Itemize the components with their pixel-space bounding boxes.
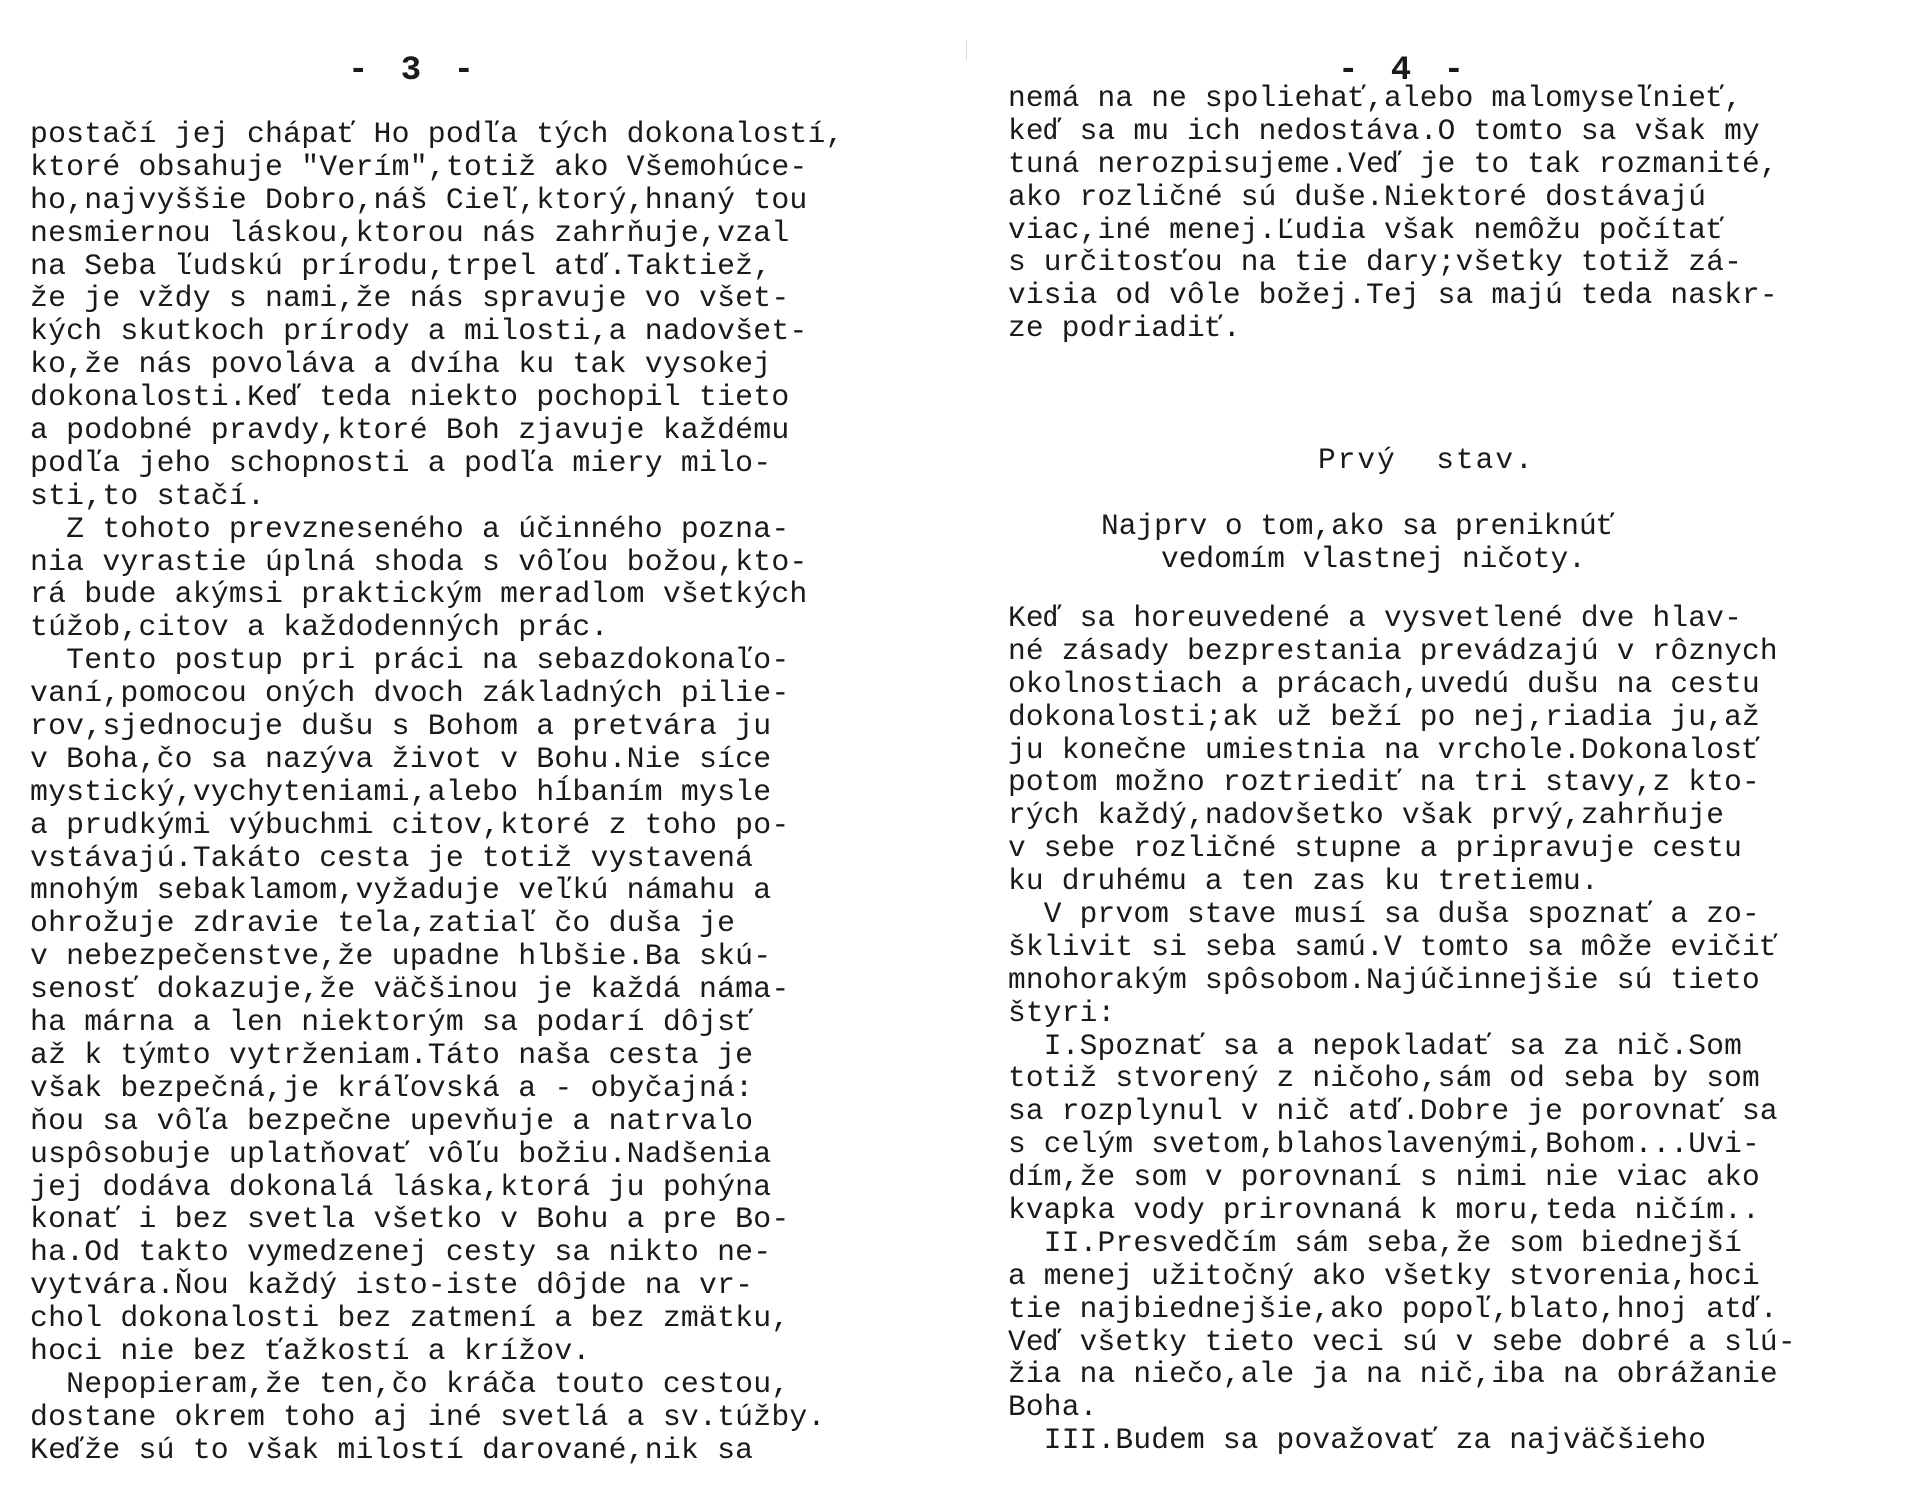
text-line: mnohým sebaklamom,vyžaduje veľkú námahu a bbox=[30, 873, 772, 908]
text-line: ho,najvyššie Dobro,náš Cieľ,ktorý,hnaný tou bbox=[30, 182, 808, 217]
text-line: ku druhému a ten zas ku tretiemu. bbox=[1008, 864, 1599, 899]
text-line: rov,sjednocuje dušu s Bohom a pretvára ju bbox=[30, 709, 772, 744]
left-body-text bbox=[30, 118, 844, 1467]
section-subtitle-line-1: Najprv o tom,ako sa preniknúť bbox=[1101, 509, 1615, 543]
text-line: a prudkými výbuchmi citov,ktoré z toho po- bbox=[30, 807, 790, 842]
text-line: keď sa mu ich nedostáva.O tomto sa však my bbox=[1008, 113, 1760, 148]
text-line: dokonalosti.Keď teda niekto pochopil tieto bbox=[30, 380, 790, 415]
text-line: ju konečne umiestnia na vrchole.Dokonalosť bbox=[1008, 732, 1760, 767]
text-line: dostane okrem toho aj iné svetlá a sv.túžby. bbox=[30, 1399, 826, 1434]
text-line: sa rozplynul v nič atď.Dobre je porovnať sa bbox=[1008, 1094, 1778, 1129]
right-body-text-bottom bbox=[1008, 602, 1796, 1457]
text-line: a podobné pravdy,ktoré Boh zjavuje každému bbox=[30, 413, 790, 448]
text-line: sti,to stačí. bbox=[30, 478, 266, 513]
text-line: I.Spoznať sa a nepokladať sa za nič.Som bbox=[1008, 1028, 1743, 1063]
text-line: že je vždy s nami,že nás spravuje vo všet- bbox=[30, 281, 790, 316]
text-line: uspôsobuje uplatňovať vôľu božiu.Nadšenia bbox=[30, 1136, 772, 1171]
text-line: mystický,vychyteniami,alebo hĺbaním mysle bbox=[30, 774, 772, 809]
text-line: né zásady bezprestania prevádzajú v rôznych bbox=[1008, 633, 1778, 668]
text-line: chol dokonalosti bez zatmení a bez zmätku, bbox=[30, 1301, 790, 1336]
text-line: potom možno roztriediť na tri stavy,z kto- bbox=[1008, 765, 1760, 800]
text-line: Tento postup pri práci na sebazdokonaľo- bbox=[30, 643, 790, 678]
text-line: III.Budem sa považovať za najväčšieho bbox=[1008, 1423, 1707, 1458]
text-line: rých každý,nadovšetko však prvý,zahrňuje bbox=[1008, 798, 1725, 833]
text-line: totiž stvorený z ničoho,sám od seba by som bbox=[1008, 1061, 1760, 1096]
text-line: mnohorakým spôsobom.Najúčinnejšie sú tieto bbox=[1008, 962, 1760, 997]
text-line: II.Presvedčím sám seba,že som biednejší bbox=[1008, 1225, 1743, 1260]
text-line: a menej užitočný ako všetky stvorenia,hoci bbox=[1008, 1258, 1760, 1293]
text-line: ha márna a len niektorým sa podarí dôjsť bbox=[30, 1005, 754, 1040]
text-line: v nebezpečenstve,že upadne hlbšie.Ba skú- bbox=[30, 939, 772, 974]
text-line: senosť dokazuje,že väčšinou je každá náma- bbox=[30, 972, 790, 1007]
text-line: ňou sa vôľa bezpečne upevňuje a natrvalo bbox=[30, 1103, 754, 1138]
text-line: ohrožuje zdravie tela,zatiaľ čo duša je bbox=[30, 906, 736, 941]
text-line: štyri: bbox=[1008, 995, 1116, 1030]
text-line: nesmiernou láskou,ktorou nás zahrňuje,vzal bbox=[30, 215, 790, 250]
text-line: šklivit si seba samú.V tomto sa môže evičiť bbox=[1008, 929, 1778, 964]
text-line: jej dodáva dokonalá láska,ktorá ju pohýna bbox=[30, 1169, 772, 1204]
text-line: ha.Od takto vymedzenej cesty sa nikto ne- bbox=[30, 1235, 772, 1270]
page-number-left: - 3 - bbox=[348, 52, 481, 90]
text-line: s celým svetom,blahoslavenými,Bohom...Uvi- bbox=[1008, 1127, 1760, 1162]
text-line: kých skutkoch prírody a milosti,a nadovšet- bbox=[30, 314, 808, 349]
text-line: tie najbiednejšie,ako popoľ,blato,hnoj atď. bbox=[1008, 1291, 1778, 1326]
text-line: ktoré obsahuje "Verím",totiž ako Všemohúce- bbox=[30, 149, 808, 184]
text-line: podľa jeho schopnosti a podľa miery milo- bbox=[30, 445, 772, 480]
page-number-right: - 4 - bbox=[1338, 52, 1471, 90]
text-line: rá bude akýmsi praktickým meradlom všetkých bbox=[30, 577, 808, 612]
text-line: vaní,pomocou oných dvoch základných pilie- bbox=[30, 676, 790, 711]
right-body-text-top bbox=[1008, 82, 1778, 345]
text-line: v Boha,čo sa nazýva život v Bohu.Nie síce bbox=[30, 741, 772, 776]
text-line: kvapka vody prirovnaná k moru,teda ničím.. bbox=[1008, 1193, 1760, 1228]
text-line: viac,iné menej.Ľudia však nemôžu počítať bbox=[1008, 212, 1725, 247]
text-line: ko,že nás povoláva a dvíha ku tak vysokej bbox=[30, 347, 772, 382]
text-line: V prvom stave musí sa duša spoznať a zo- bbox=[1008, 897, 1760, 932]
text-line: s určitosťou na tie dary;všetky totiž zá- bbox=[1008, 245, 1743, 280]
text-line: ako rozličné sú duše.Niektoré dostávajú bbox=[1008, 179, 1707, 214]
text-line: Keď sa horeuvedené a vysvetlené dve hlav- bbox=[1008, 601, 1743, 635]
text-line: žia na niečo,ale ja na nič,iba na obrážanie bbox=[1008, 1357, 1778, 1392]
text-line: v sebe rozličné stupne a pripravuje cestu bbox=[1008, 831, 1743, 866]
text-line: až k týmto vytrženiam.Táto naša cesta je bbox=[30, 1037, 754, 1072]
right-page bbox=[966, 0, 1932, 1500]
text-line: dím,že som v porovnaní s nimi nie viac ako bbox=[1008, 1160, 1760, 1195]
text-line: tuná nerozpisujeme.Veď je to tak rozmanité, bbox=[1008, 146, 1778, 181]
text-line: Keďže sú to však milostí darované,nik sa bbox=[30, 1432, 754, 1467]
text-line: ze podriadiť. bbox=[1008, 311, 1241, 346]
section-subtitle-line-2: vedomím vlastnej ničoty. bbox=[1161, 542, 1586, 576]
text-line: nia vyrastie úplná shoda s vôľou božou,kto- bbox=[30, 544, 808, 579]
text-line: Boha. bbox=[1008, 1390, 1098, 1425]
text-line: postačí jej chápať Ho podľa tých dokonalostí, bbox=[30, 117, 844, 151]
text-line: vytvára.Ňou každý isto-iste dôjde na vr- bbox=[30, 1268, 754, 1303]
text-line: nemá na ne spoliehať,alebo malomyseľnieť, bbox=[1008, 81, 1743, 115]
text-line: vstávajú.Takáto cesta je totiž vystavená bbox=[30, 840, 754, 875]
text-line: Nepopieram,že ten,čo kráča touto cestou, bbox=[30, 1366, 790, 1401]
text-line: Veď všetky tieto veci sú v sebe dobré a slú- bbox=[1008, 1324, 1796, 1359]
text-line: visia od vôle božej.Tej sa majú teda naskr- bbox=[1008, 278, 1778, 313]
text-line: hoci nie bez ťažkostí a krížov. bbox=[30, 1333, 591, 1368]
text-line: na Seba ľudskú prírodu,trpel atď.Taktiež, bbox=[30, 248, 772, 283]
text-line: túžob,citov a každodenných prác. bbox=[30, 610, 609, 645]
section-title: Prvý stav. bbox=[1318, 443, 1535, 477]
text-line: konať i bez svetla všetko v Bohu a pre Bo- bbox=[30, 1202, 790, 1237]
text-line: dokonalosti;ak už beží po nej,riadia ju,až bbox=[1008, 699, 1760, 734]
text-line: Z tohoto prevzneseného a účinného pozna- bbox=[30, 511, 790, 546]
text-line: však bezpečná,je kráľovská a - obyčajná: bbox=[30, 1070, 754, 1105]
text-line: okolnostiach a prácach,uvedú dušu na cestu bbox=[1008, 666, 1760, 701]
